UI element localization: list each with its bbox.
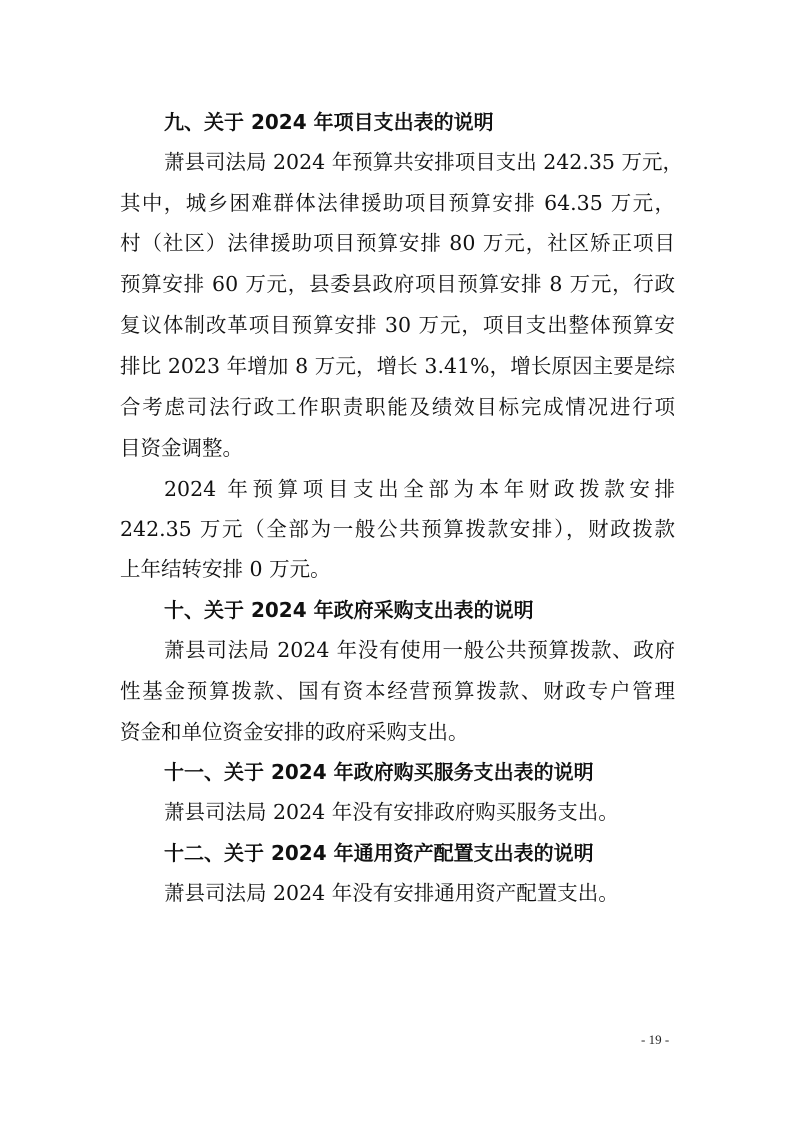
section-11-heading: 十一、关于 2024 年政府购买服务支出表的说明 (164, 760, 594, 784)
paragraph-line: 上年结转安排 0 万元。 (120, 557, 331, 581)
page-number: - 19 - (641, 1032, 670, 1047)
paragraph-line: 目资金调整。 (120, 436, 243, 460)
paragraph-line: 复议体制改革项目预算安排 30 万元，项目支出整体预算安 (120, 313, 675, 337)
paragraph-line: 萧县司法局 2024 年没有使用一般公共预算拨款、政府 (164, 638, 675, 662)
paragraph-line: 村（社区）法律援助项目预算安排 80 万元，社区矫正项目 (120, 231, 675, 255)
paragraph-line: 预算安排 60 万元，县委县政府项目预算安排 8 万元，行政 (120, 272, 675, 296)
paragraph-line: 242.35 万元（全部为一般公共预算拨款安排），财政拨款 (120, 517, 675, 541)
paragraph-line: 资金和单位资金安排的政府采购支出。 (120, 720, 469, 744)
paragraph-line: 其中，城乡困难群体法律援助项目预算安排 64.35 万元， (120, 191, 675, 215)
paragraph-line: 合考虑司法行政工作职责职能及绩效目标完成情况进行项 (120, 395, 675, 419)
section-10-heading: 十、关于 2024 年政府采购支出表的说明 (164, 598, 534, 622)
section-12-heading: 十二、关于 2024 年通用资产配置支出表的说明 (164, 841, 594, 865)
paragraph-line: 2024 年预算项目支出全部为本年财政拨款安排 (164, 477, 675, 501)
paragraph-line: 萧县司法局 2024 年没有安排通用资产配置支出。 (164, 881, 619, 905)
paragraph-line: 萧县司法局 2024 年预算共安排项目支出 242.35 万元， (164, 150, 683, 174)
paragraph-line: 排比 2023 年增加 8 万元，增长 3.41%，增长原因主要是综 (120, 354, 675, 378)
paragraph-line: 性基金预算拨款、国有资本经营预算拨款、财政专户管理 (120, 679, 675, 703)
section-9-heading: 九、关于 2024 年项目支出表的说明 (164, 110, 494, 134)
paragraph-line: 萧县司法局 2024 年没有安排政府购买服务支出。 (164, 800, 619, 824)
